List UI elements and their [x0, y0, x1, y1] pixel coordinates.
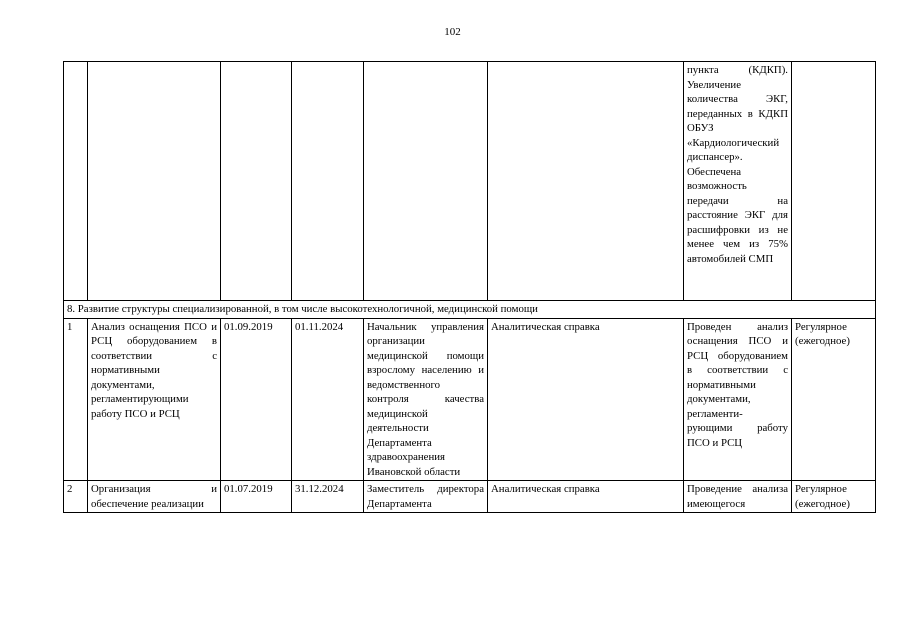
result-cell: пункта (КДКП). Увеличение количества ЭКГ, переданных в КДКП ОБУЗ «Кардиологический диспансер». Обеспечена возможность передачи на расстояние ЭКГ для расшифровки из не менее чем из 75% автомобилей СМП: [684, 62, 792, 301]
frequency-cell: Регулярное (ежегодное): [792, 481, 876, 513]
result-cell: Проведен анализ оснащения ПСО и РСЦ оборудованием в соответствии с нормативными документами, регламенти-рующими работу ПСО и РСЦ: [684, 318, 792, 481]
row-number: 2: [64, 481, 88, 513]
continuation-row: [64, 62, 876, 301]
start-date-cell: [221, 62, 292, 301]
section-row: [64, 301, 876, 319]
row-number: 1: [64, 318, 88, 481]
page-number: 102: [444, 26, 461, 38]
frequency-cell: [792, 62, 876, 301]
responsible-cell: [364, 62, 488, 301]
table-row: [64, 318, 876, 481]
start-date-cell: 01.09.2019: [221, 318, 292, 481]
end-date-cell: 31.12.2024: [292, 481, 364, 513]
section-title: 8. Развитие структуры специализированной, в том числе высокотехнологичной, медицинской помощи: [64, 301, 876, 319]
responsible-cell: Заместитель директора Департамента: [364, 481, 488, 513]
num-cell: [64, 62, 88, 301]
document-cell: Аналитическая справка: [488, 481, 684, 513]
document-cell: Аналитическая справка: [488, 318, 684, 481]
document-cell: [488, 62, 684, 301]
responsible-cell: Начальник управления организации медицинской помощи взрослому населению и ведомственного контроля качества медицинской деятельности Департамента здравоохранения Ивановской области: [364, 318, 488, 481]
frequency-cell: Регулярное (ежегодное): [792, 318, 876, 481]
event-cell: Анализ оснащения ПСО и РСЦ оборудованием в соответствии с нормативными документами, регламентирующими работу ПСО и РСЦ: [88, 318, 221, 481]
event-cell: [88, 62, 221, 301]
result-cell: Проведение анализа имеющегося: [684, 481, 792, 513]
start-date-cell: 01.07.2019: [221, 481, 292, 513]
measures-table: [63, 61, 876, 513]
end-date-cell: 01.11.2024: [292, 318, 364, 481]
event-cell: Организация и обеспечение реализации: [88, 481, 221, 513]
table-row: [64, 481, 876, 513]
end-date-cell: [292, 62, 364, 301]
